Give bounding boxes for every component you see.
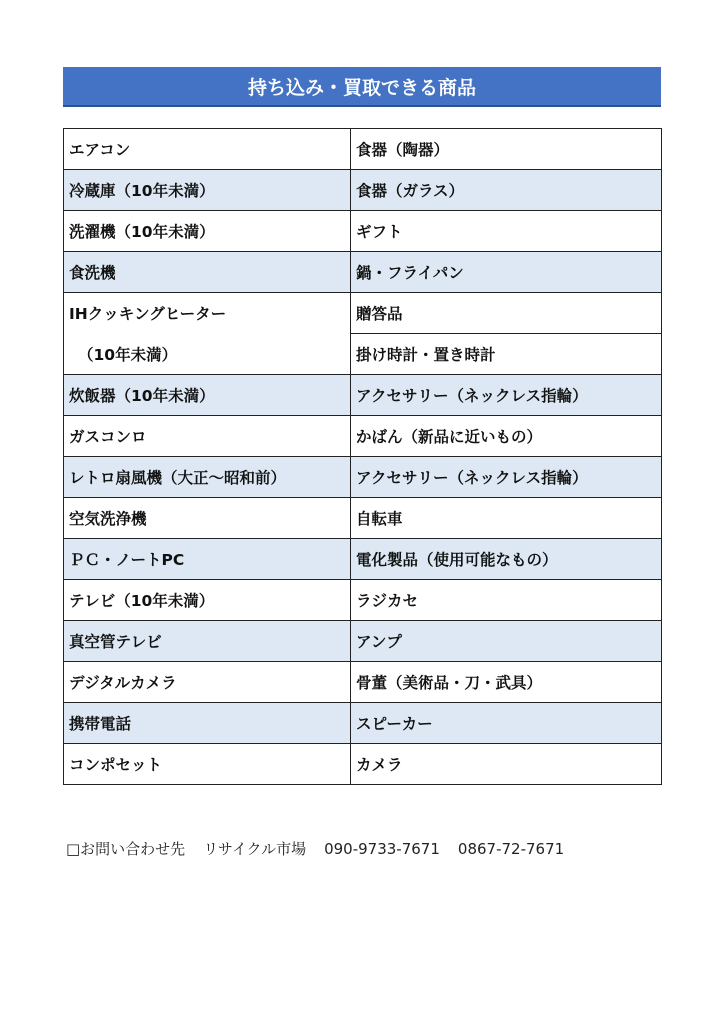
item-left: 冷蔵庫（10年未満） xyxy=(64,170,351,211)
item-right: ラジカセ xyxy=(351,580,662,621)
phone-number-mobile: 090-9733-7671 xyxy=(324,840,440,858)
contact-info xyxy=(66,838,564,859)
item-right: 食器（ガラス） xyxy=(351,170,662,211)
item-right: 食器（陶器） xyxy=(351,129,662,170)
item-left: レトロ扇風機（大正～昭和前） xyxy=(64,457,351,498)
table-row xyxy=(64,621,662,662)
table-row xyxy=(64,498,662,539)
item-left: 洗濯機（10年未満） xyxy=(64,211,351,252)
item-left: （10年未満） xyxy=(64,334,351,375)
page-title: 持ち込み・買取できる商品 xyxy=(63,67,661,107)
item-right: アクセサリー（ネックレス指輪） xyxy=(351,457,662,498)
table-row xyxy=(64,170,662,211)
item-right: アンプ xyxy=(351,621,662,662)
table-row xyxy=(64,211,662,252)
table-row xyxy=(64,703,662,744)
table-row xyxy=(64,129,662,170)
table-row xyxy=(64,252,662,293)
table-row xyxy=(64,293,662,334)
item-right: 贈答品 xyxy=(351,293,662,334)
table-row xyxy=(64,744,662,785)
item-right: アクセサリー（ネックレス指輪） xyxy=(351,375,662,416)
table-row xyxy=(64,416,662,457)
table-row xyxy=(64,457,662,498)
item-left: デジタルカメラ xyxy=(64,662,351,703)
item-left: テレビ（10年未満） xyxy=(64,580,351,621)
item-left: エアコン xyxy=(64,129,351,170)
shop-name: リサイクル市場 xyxy=(203,840,307,858)
item-right: 骨董（美術品・刀・武具） xyxy=(351,662,662,703)
item-left: ガスコンロ xyxy=(64,416,351,457)
table-row xyxy=(64,662,662,703)
item-right: 掛け時計・置き時計 xyxy=(351,334,662,375)
item-left: IHクッキングヒーター xyxy=(64,293,351,334)
table-row xyxy=(64,539,662,580)
item-left: 真空管テレビ xyxy=(64,621,351,662)
contact-label: □お問い合わせ先 xyxy=(66,840,186,858)
phone-number-landline: 0867-72-7671 xyxy=(457,840,565,858)
table-row xyxy=(64,580,662,621)
item-left: ＰＣ・ノートPC xyxy=(64,539,351,580)
item-right: カメラ xyxy=(351,744,662,785)
item-left: 食洗機 xyxy=(64,252,351,293)
item-right: 自転車 xyxy=(351,498,662,539)
item-left: 空気洗浄機 xyxy=(64,498,351,539)
item-left: コンポセット xyxy=(64,744,351,785)
item-left: 炊飯器（10年未満） xyxy=(64,375,351,416)
table-row xyxy=(64,334,662,375)
item-right: スピーカー xyxy=(351,703,662,744)
item-left: 携帯電話 xyxy=(64,703,351,744)
table-row xyxy=(64,375,662,416)
item-right: 鍋・フライパン xyxy=(351,252,662,293)
item-right: ギフト xyxy=(351,211,662,252)
items-table xyxy=(63,128,662,785)
item-right: 電化製品（使用可能なもの） xyxy=(351,539,662,580)
item-right: かばん（新品に近いもの） xyxy=(351,416,662,457)
